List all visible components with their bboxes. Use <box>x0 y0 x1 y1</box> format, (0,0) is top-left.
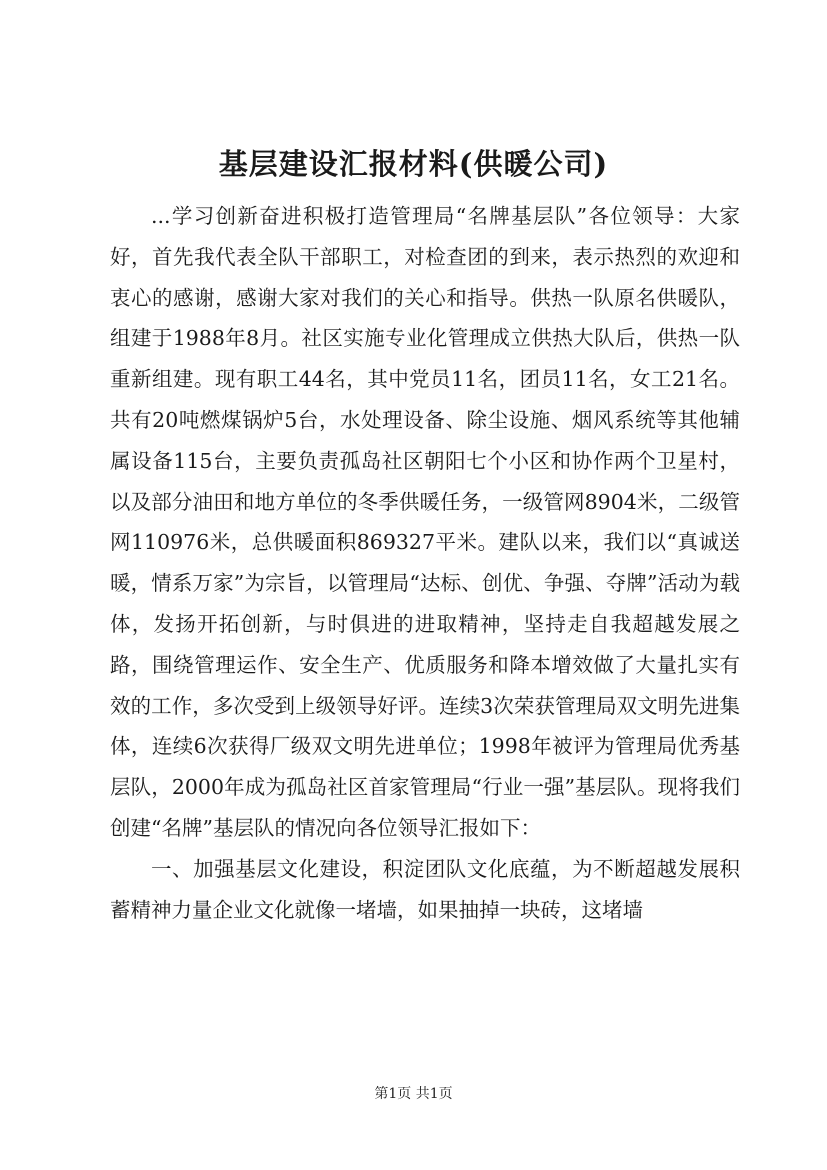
page-footer: 第1页 共1页 <box>374 1086 453 1102</box>
document-body <box>110 196 740 930</box>
document-title: 基层建设汇报材料(供暖公司) <box>218 147 609 181</box>
paragraph: ...学习创新奋进积极打造管理局“名牌基层队”各位领导：大家好，首先我代表全队干部职工，对检查团的到来，表示热烈的欢迎和衷心的感谢，感谢大家对我们的关心和指导。供热一队原名供暖队，组建于1988年8月。社区实施专业化管理成立供热大队后，供热一队重新组建。现有职工44名，其中党员11名，团员11名，女工21名。共有20吨燃煤锅炉5台，水处理设备、除尘设施、烟风系统等其他辅属设备115台，主要负责孤岛社区朝阳七个小区和协作两个卫星村，以及部分油田和地方单位的冬季供暖任务，一级管网8904米，二级管网110976米，总供暖面积869327平米。建队以来，我们以“真诚送暖，情系万家”为宗旨，以管理局“达标、创优、争强、夺牌”活动为载体，发扬开拓创新，与时俱进的进取精神，坚持走自我超越发展之路，围绕管理运作、安全生产、优质服务和降本增效做了大量扎实有效的工作，多次受到上级领导好评。连续3次荣获管理局双文明先进集体，连续6次获得厂级双文明先进单位；1998年被评为管理局优秀基层队，2000年成为孤岛社区首家管理局“行业一强”基层队。现将我们创建“名牌”基层队的情况向各位领导汇报如下： <box>110 204 740 840</box>
paragraph: 一、加强基层文化建设，积淀团队文化底蕴，为不断超越发展积蓄精神力量企业文化就像一堵墙，如果抽掉一块砖，这堵墙 <box>110 856 740 922</box>
